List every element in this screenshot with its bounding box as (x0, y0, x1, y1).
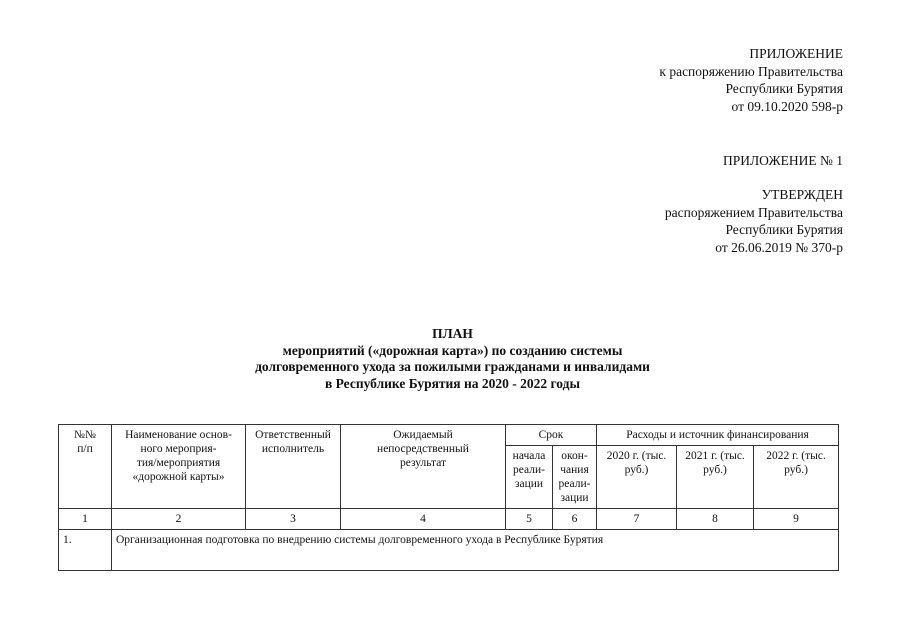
header-result (341, 425, 506, 509)
column-number-6: 6 (553, 509, 597, 530)
header-term-end (553, 446, 597, 509)
header-executor-line-2: исполнитель (261, 443, 325, 455)
column-number-2: 2 (112, 509, 246, 530)
header-finance: Расходы и источник финансирования (597, 425, 839, 446)
header-2020-line-2: руб.) (624, 464, 649, 476)
header-executor (246, 425, 341, 509)
header-2021-line-1: 2021 г. (тыс. (685, 450, 745, 462)
plan-table (58, 424, 839, 571)
title-line-2: мероприятий («дорожная карта») по созданию системы (282, 342, 623, 358)
appendix-line-3: Республики Бурятия (725, 81, 843, 96)
header-2020 (597, 446, 677, 509)
header-term-start (506, 446, 553, 509)
header-result-line-2: непосредственный (377, 443, 469, 455)
appendix-title: ПРИЛОЖЕНИЕ (749, 46, 843, 61)
header-term-start-line-3: зации (514, 478, 544, 490)
section-title: Организационная подготовка по внедрению системы долговременного ухода в Республике Бурятия (112, 530, 839, 571)
header-num-line-2: п/п (77, 443, 93, 455)
approved-line-2: распоряжением Правительства (664, 204, 843, 220)
title-line-3: долговременного ухода за пожилыми гражданами и инвалидами (255, 359, 650, 374)
appendix-date: от 09.10.2020 598-р (731, 98, 843, 114)
appendix-line-2: к распоряжению Правительства (659, 63, 843, 79)
header-num-line-1: №№ (74, 429, 96, 441)
column-number-3: 3 (246, 509, 341, 530)
column-number-row (59, 509, 839, 530)
header-2020-line-1: 2020 г. (тыс. (606, 450, 667, 462)
header-2021 (677, 446, 754, 509)
header-result-line-3: результат (399, 457, 447, 469)
header-name-line-1: Наименование основ- (125, 429, 232, 441)
column-number-9: 9 (754, 509, 839, 530)
approved-title: УТВЕРЖДЕН (761, 187, 843, 202)
header-name-line-4: «дорожной карты» (132, 471, 225, 483)
header-term-end-line-2: чания (560, 464, 589, 476)
header-name-line-3: тия/мероприятия (136, 457, 221, 469)
header-term-end-line-3: реали- (558, 478, 591, 490)
header-executor-line-1: Ответственный (255, 429, 331, 441)
header-term-start-line-2: реали- (513, 464, 545, 476)
table-row (59, 530, 839, 571)
header-name-line-2: ного мероприя- (140, 443, 217, 455)
title-line-4: в Республике Бурятия на 2020 - 2022 годы (324, 375, 581, 391)
header-term-start-line-1: начала (512, 450, 546, 462)
column-number-5: 5 (506, 509, 553, 530)
approved-line-3: Республики Бурятия (725, 222, 843, 237)
appendix-1-header (723, 152, 843, 170)
column-number-7: 7 (597, 509, 677, 530)
header-2022 (754, 446, 839, 509)
approved-block (665, 186, 843, 256)
column-number-4: 4 (341, 509, 506, 530)
header-result-line-1: Ожидаемый (393, 429, 453, 441)
column-number-8: 8 (677, 509, 754, 530)
header-term-end-line-1: окон- (561, 450, 588, 462)
header-2022-line-2: руб.) (784, 464, 808, 476)
header-name (112, 425, 246, 509)
document-title (0, 326, 905, 392)
header-term-end-line-4: зации (560, 492, 589, 504)
approved-date: от 26.06.2019 № 370-р (715, 239, 843, 255)
appendix-1-label: ПРИЛОЖЕНИЕ № 1 (722, 153, 843, 168)
header-term: Срок (506, 425, 597, 446)
row-number: 1. (59, 530, 112, 571)
appendix-header (659, 45, 843, 115)
title-line-1: ПЛАН (432, 326, 473, 341)
header-num (59, 425, 112, 509)
column-number-1: 1 (59, 509, 112, 530)
header-2022-line-1: 2022 г. (тыс. (766, 450, 826, 462)
header-2021-line-2: руб.) (703, 464, 727, 476)
